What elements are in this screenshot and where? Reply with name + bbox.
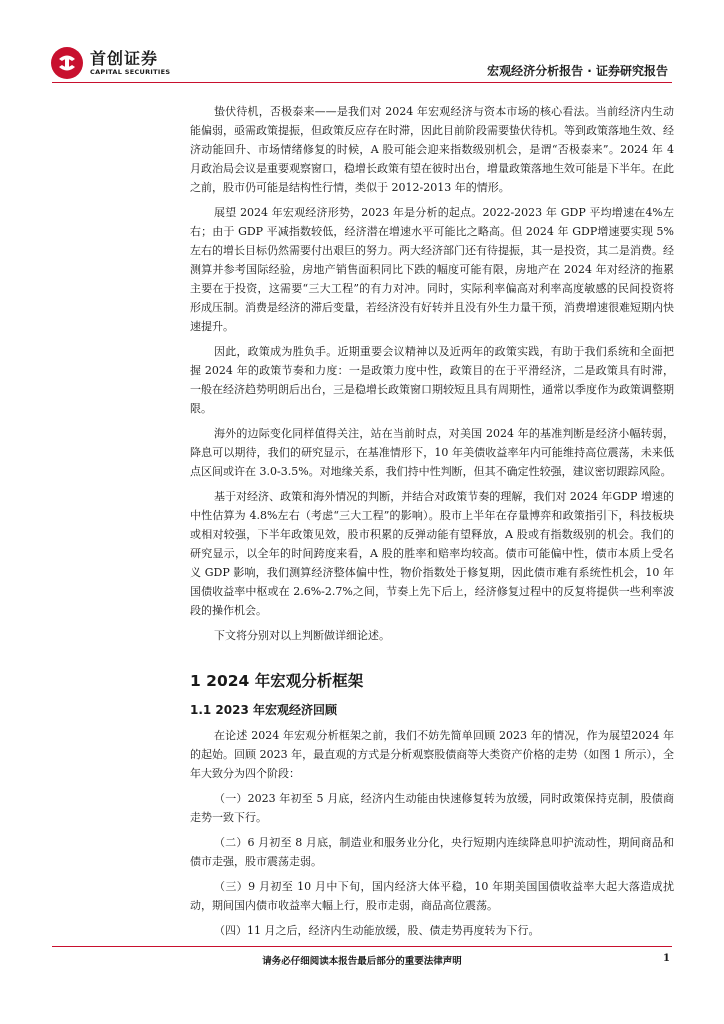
- paragraph: 基于对经济、政策和海外情况的判断，并结合对政策节奏的理解，我们对 2024 年GDP 增速的中性估算为 4.8%左右（考虑“三大工程”的影响）。股市上半年在存量博弈和政策指引下，科技板块或相对较强，下半年政策见效，股市积累的反弹动能有望释放，A 股或有指数级别的机会。我们的研究显示，以全年的时间跨度来看，A 股的胜率和赔率均较高。债市可能偏中性，债市本质上受名义 GDP 影响，我们测算经济整体偏中性，物价指数处于修复期，因此债市难有系统性机会，10 年国债收益率中枢或在 2.6%-2.7%之间，节奏上先下后上，经济修复过程中的反复将提供一些利率波段的操作机会。: [190, 490, 674, 617]
- company-logo: [50, 46, 170, 80]
- paragraph: 下文将分别对以上判断做详细论述。: [214, 629, 390, 642]
- report-body: [190, 102, 674, 946]
- subsection-heading: 1.1 2023 年宏观经济回顾: [190, 703, 338, 717]
- paragraph: （三）9 月初至 10 月中下旬，国内经济大体平稳，10 年期美国国债收益率大起大落造成扰动，期间国内债市收益率大幅上行，股市走弱，商品高位震荡。: [190, 880, 674, 912]
- paragraph: 展望 2024 年宏观经济形势，2023 年是分析的起点。2022-2023 年 GDP 平均增速在4%左右；由于 GDP 平减指数较低，经济潜在增速水平可能比之略高。但 2024 年 GDP增速要实现 5%左右的增长目标仍然需要付出艰巨的努力。两大经济部门还有待提振，其一是投资，其二是消费。经测算并参考国际经验，房地产销售面积同比下跌的幅度可能有限，房地产在 2024 年对经济的拖累主要在于投资，这需要“三大工程”的有力对冲。同时，实际利率偏高对利率高度敏感的民间投资将形成压制。消费是经济的滞后变量，若经济没有好转并且没有外生力量干预，消费增速很难短期内快速提升。: [190, 206, 674, 333]
- paragraph: （四）11 月之后，经济内生动能放缓，股、债走势再度转为下行。: [214, 924, 540, 937]
- page-number: 1: [663, 953, 670, 964]
- paragraph: 在论述 2024 年宏观分析框架之前，我们不妨先简单回顾 2023 年的情况，作为展望2024 年的起始。回顾 2023 年，最直观的方式是分析观察股债商等大类资产价格的走势（如图 1 所示），全年大致分为四个阶段：: [190, 729, 674, 780]
- paragraph: 因此，政策成为胜负手。近期重要会议精神以及近两年的政策实践，有助于我们系统和全面把握 2024 年的政策节奏和力度：一是政策力度中性，政策目的在于平滑经济，二是政策具有时滞，一般在经济趋势明朗后出台，三是稳增长政策窗口期较短且具有周期性，通常以季度作为政策调整期限。: [190, 345, 674, 415]
- paragraph: （二）6 月初至 8 月底，制造业和服务业分化，央行短期内连续降息叩护流动性，期间商品和债市走强，股市震荡走弱。: [190, 836, 674, 868]
- header-divider: [52, 82, 672, 83]
- report-type-title: 宏观经济分析报告 · 证券研究报告: [487, 64, 668, 78]
- logo-mark-icon: [50, 46, 84, 80]
- logo-english-name: CAPITAL SECURITIES: [90, 68, 171, 76]
- paragraph: 海外的边际变化同样值得关注，站在当前时点，对美国 2024 年的基准判断是经济小幅转弱，降息可以期待，我们的研究显示，在基准情形下，10 年美债收益率年内可能维持高位震荡，未来低点区间或许在 3.0-3.5%。对地缘关系，我们持中性判断，但其不确定性较强，建议密切跟踪风险。: [190, 427, 674, 478]
- section-heading: 1 2024 年宏观分析框架: [190, 672, 364, 690]
- legal-disclaimer-note: 请务必仔细阅读本报告最后部分的重要法律声明: [262, 956, 462, 967]
- logo-chinese-name: 首创证券: [90, 49, 159, 68]
- paragraph: （一）2023 年初至 5 月底，经济内生动能由快速修复转为放缓，同时政策保持克制，股债商走势一致下行。: [190, 792, 674, 824]
- footer-divider: [52, 946, 672, 947]
- paragraph: 蛰伏待机，否极泰来——是我们对 2024 年宏观经济与资本市场的核心看法。当前经济内生动能偏弱，亟需政策提振，但政策反应存在时滞，因此目前阶段需要蛰伏待机。等到政策落地生效、经济动能回升、市场情绪修复的时候，A 股可能会迎来指数级别机会，是谓“否极泰来”。2024 年 4 月政治局会议是重要观察窗口，稳增长政策有望在彼时出台，增量政策落地生效可能是下半年。在此之前，股市仍可能是结构性行情，类似于 2012-2013 年的情形。: [190, 105, 674, 194]
- page-header: [0, 0, 724, 92]
